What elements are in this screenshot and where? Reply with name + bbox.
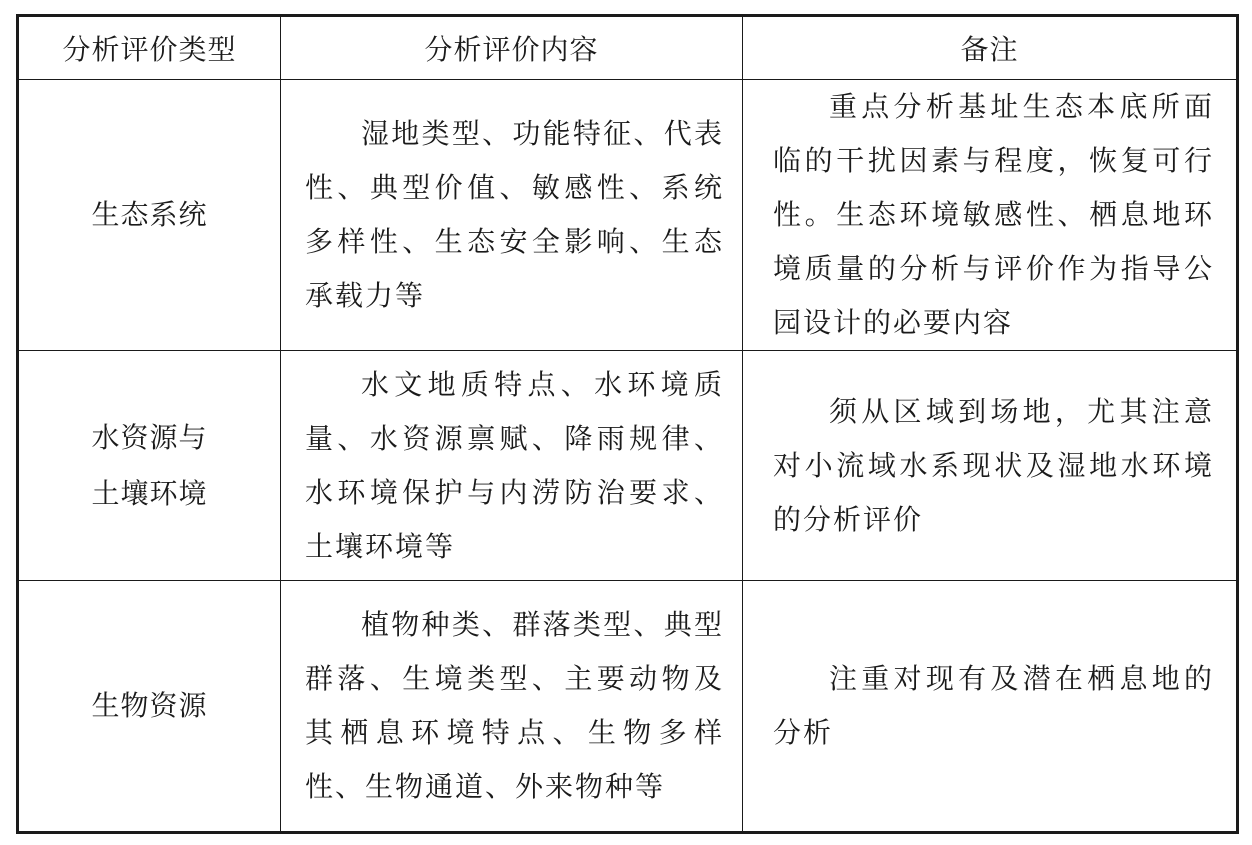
row-type-label-line2: 土壤环境 — [91, 476, 208, 510]
table-header-row — [18, 16, 1238, 80]
row-note-cell — [743, 351, 1238, 581]
table-row — [18, 80, 1238, 351]
row-type-label: 生物资源 — [91, 689, 208, 722]
header-remarks: 备注 — [743, 16, 1238, 80]
table-row — [18, 351, 1238, 581]
analysis-evaluation-table — [16, 14, 1239, 834]
header-analysis-content: 分析评价内容 — [281, 16, 743, 80]
row-content-text: 植物种类、群落类型、典型群落、生境类型、主要动物及其栖息环境特点、生物多样性、生物通道、外来物种等 — [305, 608, 724, 803]
row-type-label: 生态系统 — [91, 198, 208, 231]
row-note-text: 重点分析基址生态本底所面临的干扰因素与程度，恢复可行性。生态环境敏感性、栖息地环境质量的分析与评价作为指导公园设计的必要内容 — [773, 90, 1214, 339]
row-type-cell — [18, 80, 281, 351]
row-content-cell — [281, 581, 743, 833]
row-type-label-line1: 水资源与 — [91, 420, 208, 454]
row-content-text: 水文地质特点、水环境质量、水资源禀赋、降雨规律、水环境保护与内涝防治要求、土壤环境等 — [305, 367, 724, 563]
row-type-cell — [18, 581, 281, 833]
row-note-text: 须从区域到场地，尤其注意对小流域水系现状及湿地水环境的分析评价 — [773, 394, 1214, 536]
row-note-cell — [743, 80, 1238, 351]
row-content-cell — [281, 351, 743, 581]
header-analysis-type: 分析评价类型 — [18, 16, 281, 80]
row-note-cell — [743, 581, 1238, 833]
row-note-text: 注重对现有及潜在栖息地的分析 — [773, 662, 1214, 749]
table-row — [18, 581, 1238, 833]
row-type-cell — [18, 351, 281, 581]
analysis-table-container — [16, 14, 1236, 828]
row-content-cell — [281, 80, 743, 351]
row-content-text: 湿地类型、功能特征、代表性、典型价值、敏感性、系统多样性、生态安全影响、生态承载力等 — [305, 117, 724, 312]
